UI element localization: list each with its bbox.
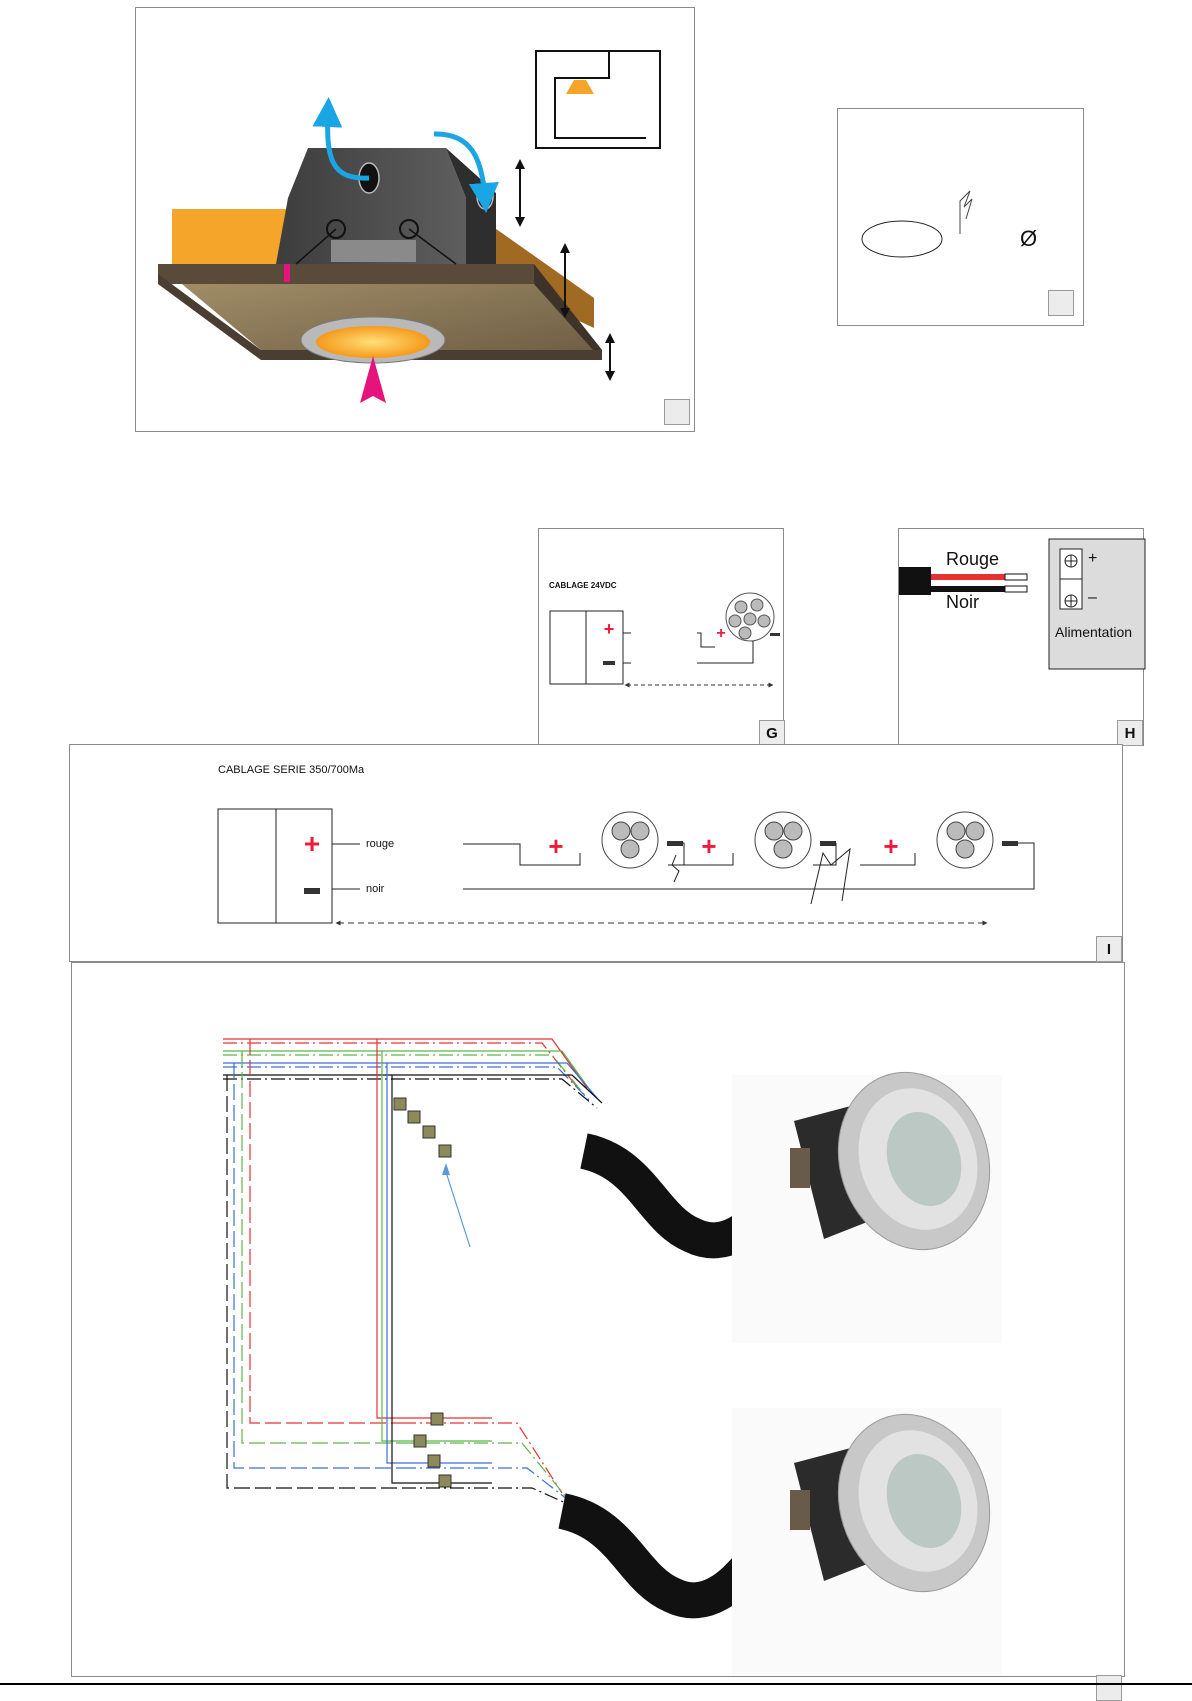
wire-connector: [394, 1098, 451, 1487]
wiring-series-drawing: [70, 745, 1124, 963]
panel-tag-g: G: [759, 720, 785, 746]
panel-tag-h: H: [1117, 720, 1143, 746]
panel-tag: [1048, 290, 1074, 316]
wire-vertical-runs: [227, 1039, 402, 1488]
luminaire-bottom: [732, 1395, 1012, 1676]
wiring-24vdc-panel: [538, 528, 784, 746]
connection-panel: [71, 962, 1125, 1677]
terminal-minus-label: –: [1088, 589, 1097, 606]
label-rouge: rouge: [366, 838, 395, 850]
wire-red-label: Rouge: [946, 549, 1000, 569]
wiring-series-panel: [69, 744, 1123, 962]
installation-drawing: [136, 8, 696, 433]
saw-icon: [960, 191, 972, 234]
cable-sleeve: [899, 567, 931, 595]
luminaire-top: [732, 1053, 1012, 1343]
svg-text:+: +: [701, 831, 717, 861]
wiring-24vdc-title: CABLAGE 24VDC: [549, 581, 617, 590]
label-noir: noir: [366, 883, 385, 895]
cable-bottom: [562, 1511, 752, 1600]
terminal-plus-label: +: [1088, 550, 1098, 567]
alimentation-label: Alimentation: [1055, 624, 1133, 640]
svg-text:+: +: [303, 828, 321, 859]
wire-black-label: Noir: [946, 592, 980, 612]
panel-tag: [664, 399, 690, 425]
svg-text:+: +: [548, 831, 564, 861]
svg-text:+: +: [716, 625, 726, 642]
panel-tag-i: I: [1096, 936, 1122, 962]
svg-text:+: +: [603, 619, 615, 639]
connection-drawing: [72, 963, 1126, 1678]
cutout-panel: [837, 108, 1084, 326]
connector-pointer: [446, 1172, 470, 1247]
svg-text:+: +: [883, 831, 899, 861]
diameter-symbol: Ø: [1020, 226, 1038, 251]
panel-tag: [1096, 1675, 1122, 1701]
power-supply-panel: [898, 528, 1144, 746]
wiring-24vdc-drawing: [539, 529, 785, 747]
installation-panel: [135, 7, 695, 432]
cutout-hole: [862, 221, 942, 257]
wiring-series-title: CABLAGE SERIE 350/700Ma: [218, 764, 365, 776]
driver-box: [218, 809, 332, 923]
lamp-glow: [316, 326, 430, 358]
